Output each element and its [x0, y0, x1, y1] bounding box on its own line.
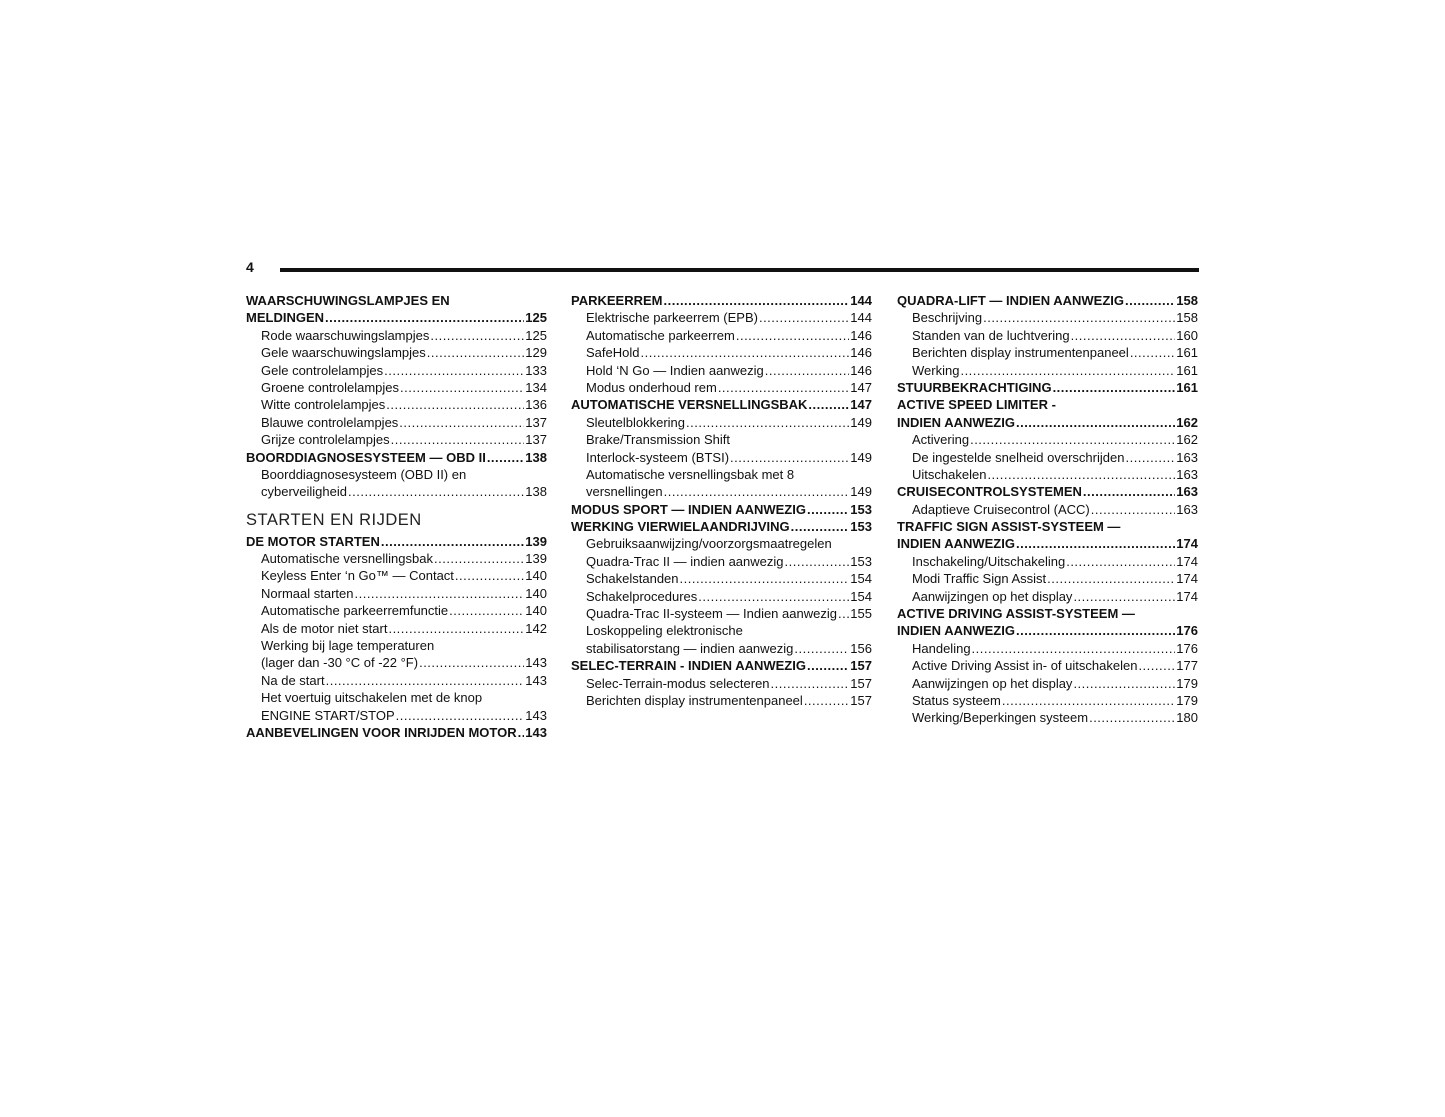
- toc-entry-page: 142: [525, 620, 547, 636]
- header-rule: [280, 268, 1199, 272]
- toc-entry-label: Inschakeling/Uitschakeling: [912, 553, 1066, 569]
- toc-entry-label: Normaal starten: [261, 585, 354, 601]
- toc-entry-page: 143: [525, 672, 547, 688]
- toc-entry-page: 138: [525, 484, 547, 500]
- toc-entry-page: 146: [850, 362, 872, 378]
- toc-sub-entry[interactable]: [897, 309, 1198, 326]
- dot-leader: [381, 533, 524, 550]
- toc-entry-page: 157: [850, 658, 872, 674]
- toc-sub-entry[interactable]: [897, 501, 1198, 518]
- toc-entry-page: 143: [525, 655, 547, 671]
- toc-entry-label: INDIEN AANWEZIG: [897, 536, 1015, 552]
- dot-leader: [1053, 379, 1176, 396]
- toc-entry-label: MELDINGEN: [246, 310, 324, 326]
- toc-entry-page: 158: [1176, 310, 1198, 326]
- toc-entry-label: Automatische versnellingsbak met 8: [586, 466, 795, 482]
- toc-main-entry[interactable]: [897, 379, 1198, 396]
- toc-entry-label: ACTIVE DRIVING ASSIST-SYSTEEM —: [897, 606, 1135, 622]
- toc-entry-label: Beschrijving: [912, 310, 983, 326]
- toc-sub-entry[interactable]: [246, 466, 547, 483]
- dot-leader: [640, 344, 849, 361]
- dot-leader: [1125, 292, 1175, 309]
- toc-sub-entry[interactable]: [897, 466, 1198, 483]
- toc-main-entry[interactable]: [246, 292, 547, 309]
- toc-entry-label: Activering: [912, 432, 970, 448]
- toc-sub-entry[interactable]: [571, 570, 872, 587]
- toc-entry-label: Grijze controlelampjes: [261, 432, 390, 448]
- toc-entry-label: Gele controlelampjes: [261, 362, 384, 378]
- dot-leader: [664, 483, 850, 500]
- toc-entry-page: 144: [850, 293, 872, 308]
- dot-leader: [807, 657, 849, 674]
- toc-sub-entry[interactable]: [571, 431, 872, 448]
- dot-leader: [808, 396, 849, 413]
- toc-entry-label: AUTOMATISCHE VERSNELLINGSBAK: [571, 397, 808, 413]
- toc-entry-label: Witte controlelampjes: [261, 397, 386, 413]
- toc-sub-entry[interactable]: [246, 362, 547, 379]
- dot-leader: [791, 518, 850, 535]
- toc-sub-entry[interactable]: [246, 585, 547, 602]
- toc-main-entry[interactable]: [571, 292, 872, 309]
- toc-entry-page: 160: [1176, 327, 1198, 343]
- toc-entry-page: 129: [525, 345, 547, 361]
- toc-entry-page: 180: [1176, 710, 1198, 726]
- toc-entry-label: TRAFFIC SIGN ASSIST-SYSTEEM —: [897, 519, 1121, 535]
- toc-entry-page: 147: [850, 397, 872, 413]
- toc-sub-entry[interactable]: [897, 675, 1198, 692]
- toc-main-entry[interactable]: [571, 518, 872, 535]
- dot-leader: [1073, 675, 1175, 692]
- dot-leader: [1091, 501, 1176, 518]
- dot-leader: [970, 431, 1175, 448]
- toc-entry-label: Elektrische parkeerrem (EPB): [586, 310, 758, 326]
- toc-main-entry[interactable]: [897, 292, 1198, 309]
- toc-entry-page: 125: [525, 327, 547, 343]
- toc-entry-page: 163: [1176, 449, 1198, 465]
- toc-entry-label: INDIEN AANWEZIG: [897, 623, 1015, 639]
- toc-main-entry[interactable]: [897, 605, 1198, 622]
- dot-leader: [960, 362, 1175, 379]
- toc-sub-entry[interactable]: [897, 344, 1198, 361]
- toc-entry-page: 176: [1176, 623, 1198, 639]
- toc-sub-entry[interactable]: [246, 396, 547, 413]
- dot-leader: [434, 550, 524, 567]
- dot-leader: [1130, 344, 1175, 361]
- toc-sub-entry[interactable]: [246, 567, 547, 584]
- toc-sub-entry[interactable]: [246, 672, 547, 689]
- toc-entry-label: Automatische parkeerrem: [586, 327, 735, 343]
- toc-entry-page: 147: [850, 379, 872, 395]
- toc-entry-label: Na de start: [261, 672, 325, 688]
- dot-leader: [972, 640, 1176, 657]
- dot-leader: [987, 466, 1175, 483]
- toc-entry-label: INDIEN AANWEZIG: [897, 414, 1015, 430]
- toc-column-2: [571, 292, 872, 709]
- dot-leader: [326, 672, 525, 689]
- toc-sub-entry[interactable]: [897, 657, 1198, 674]
- toc-entry-page: 161: [1176, 345, 1198, 361]
- toc-entry-page: 139: [525, 533, 547, 549]
- toc-entry-page: 140: [525, 568, 547, 584]
- toc-entry-label: cyberveiligheid: [261, 484, 347, 500]
- toc-entry-page: 163: [1176, 501, 1198, 517]
- toc-sub-entry[interactable]: [897, 570, 1198, 587]
- toc-entry-label: AANBEVELINGEN VOOR INRIJDEN MOTOR: [246, 724, 517, 740]
- dot-leader: [419, 654, 524, 671]
- toc-column-3: [897, 292, 1198, 727]
- toc-entry-page: 179: [1176, 675, 1198, 691]
- toc-entry-page: 163: [1176, 484, 1198, 500]
- toc-sub-entry[interactable]: [571, 605, 872, 622]
- toc-entry-label: Rode waarschuwingslampjes: [261, 327, 430, 343]
- toc-main-entry[interactable]: [246, 309, 547, 326]
- toc-entry-label: Schakelprocedures: [586, 588, 698, 604]
- dot-leader: [1125, 449, 1175, 466]
- toc-entry-label: Werking: [912, 362, 960, 378]
- toc-sub-entry[interactable]: [571, 675, 872, 692]
- toc-entry-label: Brake/Transmission Shift: [586, 432, 731, 448]
- toc-entry-label: SafeHold: [586, 345, 640, 361]
- toc-entry-page: 161: [1176, 362, 1198, 378]
- page-number: 4: [246, 259, 254, 275]
- dot-leader: [718, 379, 849, 396]
- toc-sub-entry[interactable]: [571, 483, 872, 500]
- toc-entry-label: Standen van de luchtvering: [912, 327, 1070, 343]
- toc-sub-entry[interactable]: [571, 327, 872, 344]
- toc-entry-page: 153: [850, 553, 872, 569]
- toc-sub-entry[interactable]: [571, 640, 872, 657]
- toc-main-entry[interactable]: [897, 622, 1198, 639]
- toc-sub-entry[interactable]: [571, 379, 872, 396]
- toc-entry-label: QUADRA-LIFT — INDIEN AANWEZIG: [897, 293, 1124, 308]
- toc-entry-label: Berichten display instrumentenpaneel: [586, 692, 803, 708]
- toc-sub-entry[interactable]: [897, 431, 1198, 448]
- toc-entry-label: Handeling: [912, 640, 971, 656]
- toc-entry-label: Blauwe controlelampjes: [261, 414, 399, 430]
- toc-entry-label: Status systeem: [912, 692, 1001, 708]
- toc-entry-label: BOORDDIAGNOSESYSTEEM — OBD II: [246, 449, 486, 465]
- toc-entry-label: (lager dan -30 °C of -22 °F): [261, 655, 419, 671]
- toc-entry-label: Hold ‘N Go — Indien aanwezig: [586, 362, 764, 378]
- dot-leader: [384, 362, 524, 379]
- toc-entry-label: Boorddiagnosesysteem (OBD II) en: [261, 466, 467, 482]
- dot-leader: [1002, 692, 1175, 709]
- toc-entry-page: 154: [850, 571, 872, 587]
- toc-entry-page: 174: [1176, 571, 1198, 587]
- dot-leader: [449, 602, 524, 619]
- toc-entry-label: Automatische versnellingsbak: [261, 551, 433, 567]
- toc-entry-label: Gele waarschuwingslampjes: [261, 345, 426, 361]
- toc-entry-label: Werking/Beperkingen systeem: [912, 710, 1089, 726]
- dot-leader: [1016, 414, 1175, 431]
- dot-leader: [388, 620, 524, 637]
- dot-leader: [1066, 553, 1175, 570]
- dot-leader: [386, 396, 524, 413]
- toc-entry-page: 162: [1176, 414, 1198, 430]
- toc-sub-entry[interactable]: [246, 327, 547, 344]
- toc-entry-page: 156: [850, 640, 872, 656]
- toc-main-entry[interactable]: [897, 396, 1198, 413]
- toc-sub-entry[interactable]: [571, 344, 872, 361]
- toc-entry-label: Automatische parkeerremfunctie: [261, 603, 449, 619]
- dot-leader: [325, 309, 524, 326]
- toc-entry-label: Adaptieve Cruisecontrol (ACC): [912, 501, 1090, 517]
- dot-leader: [730, 449, 849, 466]
- toc-main-entry[interactable]: [897, 483, 1198, 500]
- toc-sub-entry[interactable]: [246, 654, 547, 671]
- toc-sub-entry[interactable]: [246, 620, 547, 637]
- dot-leader: [765, 362, 850, 379]
- toc-entry-page: 174: [1176, 536, 1198, 552]
- toc-entry-page: 157: [850, 675, 872, 691]
- dot-leader: [487, 449, 524, 466]
- toc-entry-page: 143: [525, 724, 547, 740]
- dot-leader: [807, 501, 849, 518]
- toc-entry-page: 161: [1176, 379, 1198, 395]
- toc-entry-label: Schakelstanden: [586, 571, 679, 587]
- dot-leader: [759, 309, 849, 326]
- toc-entry-page: 179: [1176, 692, 1198, 708]
- toc-sub-entry[interactable]: [246, 414, 547, 431]
- toc-entry-label: STUURBEKRACHTIGING: [897, 379, 1052, 395]
- toc-entry-label: Groene controlelampjes: [261, 379, 400, 395]
- toc-entry-page: 144: [850, 310, 872, 326]
- dot-leader: [1089, 709, 1175, 726]
- toc-sub-entry[interactable]: [246, 344, 547, 361]
- toc-main-entry[interactable]: [897, 535, 1198, 552]
- toc-entry-label: Active Driving Assist in- of uitschakelen: [912, 658, 1138, 674]
- toc-entry-label: Gebruiksaanwijzing/voorzorgsmaatregelen: [586, 536, 832, 552]
- toc-main-entry[interactable]: [897, 414, 1198, 431]
- toc-sub-entry[interactable]: [897, 553, 1198, 570]
- toc-entry-page: 133: [525, 362, 547, 378]
- dot-leader: [1047, 570, 1175, 587]
- dot-leader: [348, 483, 524, 500]
- dot-leader: [354, 585, 524, 602]
- dot-leader: [771, 675, 850, 692]
- toc-sub-entry[interactable]: [246, 689, 547, 706]
- toc-entry-page: 134: [525, 379, 547, 395]
- dot-leader: [785, 553, 850, 570]
- toc-entry-page: 153: [850, 501, 872, 517]
- toc-main-entry[interactable]: [246, 533, 547, 550]
- toc-entry-label: SELEC-TERRAIN - INDIEN AANWEZIG: [571, 658, 806, 674]
- toc-sub-entry[interactable]: [571, 692, 872, 709]
- toc-entry-label: Het voertuig uitschakelen met de knop: [261, 690, 483, 706]
- dot-leader: [983, 309, 1175, 326]
- toc-sub-entry[interactable]: [246, 550, 547, 567]
- toc-main-entry[interactable]: [897, 518, 1198, 535]
- toc-sub-entry[interactable]: [571, 535, 872, 552]
- toc-main-entry[interactable]: [246, 449, 547, 466]
- toc-entry-label: MODUS SPORT — INDIEN AANWEZIG: [571, 501, 806, 517]
- toc-entry-label: Modus onderhoud rem: [586, 379, 717, 395]
- dot-leader: [736, 327, 849, 344]
- toc-column-1: [246, 292, 547, 741]
- toc-entry-label: Selec-Terrain-modus selecteren: [586, 675, 770, 691]
- toc-entry-label: Quadra-Trac II — indien aanwezig: [586, 553, 784, 569]
- toc-main-entry[interactable]: [246, 724, 547, 741]
- toc-entry-label: Aanwijzingen op het display: [912, 588, 1073, 604]
- toc-sub-entry[interactable]: [897, 692, 1198, 709]
- toc-sub-entry[interactable]: [246, 379, 547, 396]
- toc-entry-page: 155: [850, 606, 872, 622]
- toc-entry-label: versnellingen: [586, 484, 663, 500]
- toc-entry-page: 125: [525, 310, 547, 326]
- toc-entry-label: ENGINE START/STOP: [261, 707, 395, 723]
- toc-entry-label: De ingestelde snelheid overschrijden: [912, 449, 1125, 465]
- toc-entry-label: Interlock-systeem (BTSI): [586, 449, 730, 465]
- toc-sub-entry[interactable]: [246, 637, 547, 654]
- toc-entry-page: 154: [850, 588, 872, 604]
- toc-sub-entry[interactable]: [571, 553, 872, 570]
- toc-entry-label: Keyless Enter ‘n Go™ — Contact: [261, 568, 454, 584]
- dot-leader: [430, 327, 524, 344]
- toc-entry-page: 153: [850, 519, 872, 535]
- dot-leader: [396, 707, 525, 724]
- toc-entry-label: Uitschakelen: [912, 466, 987, 482]
- toc-entry-label: Aanwijzingen op het display: [912, 675, 1073, 691]
- toc-entry-label: stabilisatorstang — indien aanwezig: [586, 640, 794, 656]
- dot-leader: [794, 640, 849, 657]
- dot-leader: [518, 724, 525, 741]
- toc-entry-label: Werking bij lage temperaturen: [261, 638, 435, 654]
- toc-entry-page: 136: [525, 397, 547, 413]
- toc-entry-page: 176: [1176, 640, 1198, 656]
- toc-entry-page: 174: [1176, 588, 1198, 604]
- toc-entry-label: Berichten display instrumentenpaneel: [912, 345, 1129, 361]
- toc-sub-entry[interactable]: [571, 466, 872, 483]
- toc-sub-entry[interactable]: [571, 622, 872, 639]
- toc-sub-entry[interactable]: [571, 362, 872, 379]
- toc-entry-page: 158: [1176, 293, 1198, 308]
- toc-entry-label: WAARSCHUWINGSLAMPJES EN: [246, 293, 450, 308]
- dot-leader: [391, 431, 525, 448]
- toc-entry-page: 137: [525, 432, 547, 448]
- dot-leader: [1071, 327, 1176, 344]
- dot-leader: [1073, 588, 1175, 605]
- dot-leader: [804, 692, 849, 709]
- toc-sub-entry[interactable]: [571, 309, 872, 326]
- toc-sub-entry[interactable]: [571, 414, 872, 431]
- toc-entry-label: Quadra-Trac II-systeem — Indien aanwezig: [586, 606, 837, 622]
- toc-entry-page: 177: [1176, 658, 1198, 674]
- dot-leader: [1016, 622, 1175, 639]
- toc-entry-page: 137: [525, 414, 547, 430]
- toc-entry-page: 146: [850, 345, 872, 361]
- toc-entry-page: 149: [850, 414, 872, 430]
- toc-main-entry[interactable]: [571, 657, 872, 674]
- toc-sub-entry[interactable]: [246, 431, 547, 448]
- toc-entry-page: 146: [850, 327, 872, 343]
- toc-entry-label: Als de motor niet start: [261, 620, 388, 636]
- toc-sub-entry[interactable]: [897, 640, 1198, 657]
- dot-leader: [664, 292, 850, 309]
- toc-sub-entry[interactable]: [246, 602, 547, 619]
- toc-entry-label: Modi Traffic Sign Assist: [912, 571, 1047, 587]
- toc-sub-entry[interactable]: [246, 483, 547, 500]
- dot-leader: [1016, 535, 1175, 552]
- dot-leader: [838, 605, 849, 622]
- toc-entry-label: Loskoppeling elektronische: [586, 623, 743, 639]
- toc-entry-page: 174: [1176, 553, 1198, 569]
- dot-leader: [686, 414, 849, 431]
- toc-sub-entry[interactable]: [897, 449, 1198, 466]
- dot-leader: [427, 344, 525, 361]
- toc-entry-page: 140: [525, 603, 547, 619]
- toc-main-entry[interactable]: [571, 501, 872, 518]
- toc-entry-page: 140: [525, 585, 547, 601]
- toc-entry-page: 162: [1176, 432, 1198, 448]
- dot-leader: [399, 414, 524, 431]
- toc-entry-page: 163: [1176, 466, 1198, 482]
- dot-leader: [400, 379, 524, 396]
- dot-leader: [680, 570, 850, 587]
- toc-sub-entry[interactable]: [571, 449, 872, 466]
- toc-entry-page: 138: [525, 449, 547, 465]
- toc-entry-label: Sleutelblokkering: [586, 414, 686, 430]
- toc-entry-page: 157: [850, 692, 872, 708]
- toc-entry-page: 143: [525, 707, 547, 723]
- toc-sub-entry[interactable]: [246, 707, 547, 724]
- toc-entry-label: CRUISECONTROLSYSTEMEN: [897, 484, 1082, 500]
- toc-sub-entry[interactable]: [571, 588, 872, 605]
- dot-leader: [455, 567, 524, 584]
- toc-entry-label: WERKING VIERWIELAANDRIJVING: [571, 519, 790, 535]
- toc-entry-page: 149: [850, 449, 872, 465]
- dot-leader: [1083, 483, 1175, 500]
- toc-main-entry[interactable]: [571, 396, 872, 413]
- toc-sub-entry[interactable]: [897, 362, 1198, 379]
- toc-sub-entry[interactable]: [897, 588, 1198, 605]
- toc-entry-label: ACTIVE SPEED LIMITER -: [897, 397, 1056, 413]
- toc-sub-entry[interactable]: [897, 327, 1198, 344]
- dot-leader: [1138, 657, 1175, 674]
- dot-leader: [698, 588, 849, 605]
- toc-entry-label: PARKEERREM: [571, 293, 663, 308]
- toc-entry-page: 139: [525, 551, 547, 567]
- toc-entry-page: 149: [850, 484, 872, 500]
- toc-sub-entry[interactable]: [897, 709, 1198, 726]
- toc-entry-label: DE MOTOR STARTEN: [246, 533, 380, 549]
- section-title: STARTEN EN RIJDEN: [246, 510, 422, 529]
